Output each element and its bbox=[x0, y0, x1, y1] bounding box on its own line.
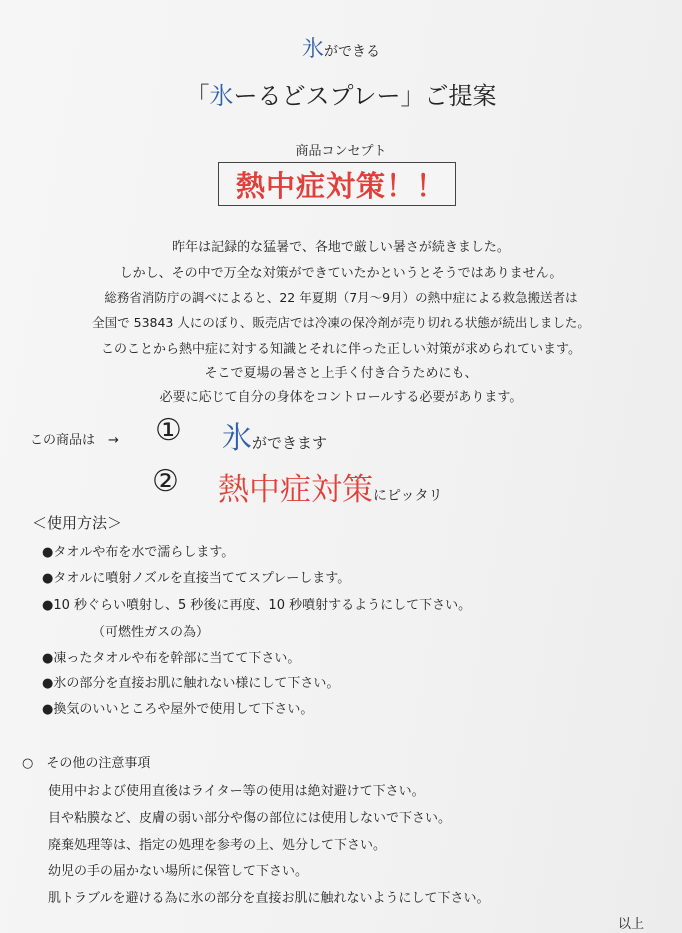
intro-line: しかし、その中で万全な対策ができていたかというとそうではありません。 bbox=[119, 266, 563, 281]
product-lead: この商品は → bbox=[30, 433, 119, 448]
intro-line: 昨年は記録的な猛暑で、各地で厳しい暑さが続きました。 bbox=[172, 240, 510, 255]
notes-item: 幼児の手の届かない場所に保管して下さい。 bbox=[48, 864, 309, 879]
point2-rest: にピッタリ bbox=[373, 488, 443, 504]
tagline-ice: 氷 bbox=[301, 37, 324, 62]
concept-label: 商品コンセプト bbox=[295, 144, 387, 159]
point1-number: ① bbox=[155, 413, 182, 448]
point1-rest: ができます bbox=[252, 434, 328, 452]
usage-item: ●タオルや布を水で濡らします。 bbox=[42, 545, 235, 560]
title-open: 「 bbox=[185, 82, 210, 110]
intro-line: 全国で 53843 人にのぼり、販売店では冷凍の保冷剤が売り切れる状態が続出しました。 bbox=[92, 315, 590, 330]
usage-item: ●凍ったタオルや布を幹部に当てて下さい。 bbox=[42, 651, 301, 666]
point2-text bbox=[218, 464, 442, 509]
usage-item: ●換気のいいところや屋外で使用して下さい。 bbox=[42, 702, 314, 717]
usage-heading: ＜使用方法＞ bbox=[32, 514, 123, 532]
concept-headline: 熱中症対策！！ bbox=[235, 169, 446, 203]
title-rest: ーるどスプレー」ご提案 bbox=[233, 82, 497, 110]
point2-number: ② bbox=[152, 464, 179, 499]
intro-line: 必要に応じて自分の身体をコントロールする必要があります。 bbox=[159, 390, 523, 405]
tagline bbox=[0, 32, 682, 63]
notes-item: 使用中および使用直後はライター等の使用は絶対避けて下さい。 bbox=[48, 784, 425, 799]
closing-text: 以上 bbox=[618, 917, 645, 932]
tagline-rest: ができる bbox=[324, 44, 380, 60]
point2-main: 熱中症対策 bbox=[218, 472, 373, 508]
intro-line: そこで夏場の暑さと上手く付き合うためにも、 bbox=[204, 366, 478, 381]
intro-line: 総務省消防庁の調べによると、22 年夏期（7月〜9月）の熱中症による救急搬送者は bbox=[104, 290, 578, 305]
notes-item: 肌トラブルを避ける為に氷の部分を直接お肌に触れないようにして下さい。 bbox=[48, 891, 490, 906]
usage-item: ●10 秒ぐらい噴射し、5 秒後に再度、10 秒噴射するようにして下さい。 bbox=[42, 598, 472, 613]
title-ice: 氷 bbox=[209, 82, 234, 110]
notes-item: 目や粘膜など、皮膚の弱い部分や傷の部位には使用しないで下さい。 bbox=[48, 811, 452, 826]
notes-heading: ○ その他の注意事項 bbox=[22, 756, 151, 771]
notes-item: 廃棄処理等は、指定の処理を参考の上、処分して下さい。 bbox=[48, 838, 387, 853]
point1-ice: 氷 bbox=[222, 421, 252, 456]
point1-text bbox=[222, 413, 327, 457]
intro-line: このことから熱中症に対する知識とそれに伴った正しい対策が求められています。 bbox=[101, 342, 581, 357]
usage-item: ●タオルに噴射ノズルを直接当ててスプレーします。 bbox=[42, 571, 351, 586]
usage-item-note: （可燃性ガスの為） bbox=[92, 625, 210, 640]
page-title bbox=[0, 76, 682, 111]
usage-item: ●氷の部分を直接お肌に触れない様にして下さい。 bbox=[42, 676, 340, 691]
